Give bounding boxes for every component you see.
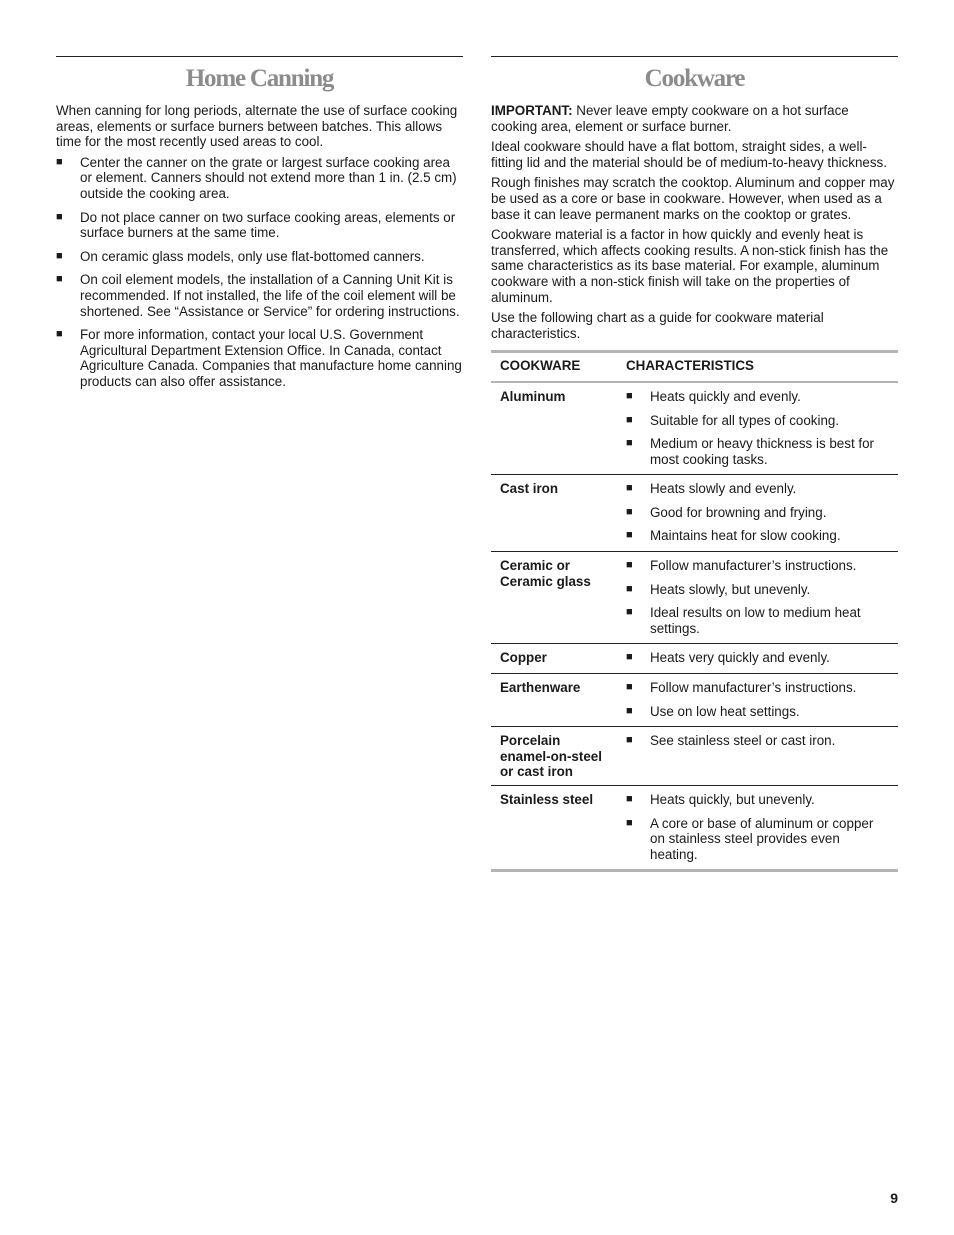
list-item: ■ See stainless steel or cast iron. <box>626 733 836 749</box>
page-number: 9 <box>890 1190 898 1206</box>
list-item: ■ For more information, contact your local U.S. Government Agricultural Department Extension Office. In Canada, contact Agriculture Canada. Companies that manufacture home canning products can also offer assistance. <box>56 327 462 389</box>
characteristics-cell <box>617 644 898 674</box>
square-bullet-icon: ■ <box>626 704 633 717</box>
list-item: ■ Heats quickly and evenly. <box>626 388 801 404</box>
characteristics-cell <box>617 674 898 727</box>
table-header-row <box>491 352 898 382</box>
table-row <box>491 382 898 475</box>
section-rule <box>56 56 463 57</box>
home-canning-section <box>56 56 463 398</box>
square-bullet-icon: ■ <box>626 651 633 664</box>
material-cell: Porcelain enamel-on-steel or cast iron <box>491 727 617 786</box>
material-cell: Copper <box>491 644 617 674</box>
list-item: ■ Ideal results on low to medium heat settings. <box>626 605 861 636</box>
section-title: Cookware <box>644 65 745 92</box>
characteristics-cell <box>617 552 898 644</box>
list-item: ■ Heats quickly, but unevenly. <box>626 792 815 807</box>
intro-paragraph: When canning for long periods, alternate the use of surface cooking areas, elements or surface burners between batches. This allows time for the most recently used areas to cool. <box>56 103 458 150</box>
section-rule <box>491 56 898 57</box>
cookware-table <box>491 350 898 872</box>
characteristics-cell <box>617 382 898 475</box>
square-bullet-icon: ■ <box>626 793 633 805</box>
square-bullet-icon: ■ <box>626 482 633 495</box>
square-bullet-icon: ■ <box>626 816 633 829</box>
paragraph: Ideal cookware should have a flat bottom, straight sides, a well-fitting lid and the material should be of medium-to-heavy thickness. <box>491 139 887 170</box>
list-item: ■ Heats very quickly and evenly. <box>626 650 830 666</box>
paragraph: Use the following chart as a guide for cookware material characteristics. <box>491 310 824 341</box>
square-bullet-icon: ■ <box>56 210 63 223</box>
list-item: ■ Heats slowly, but unevenly. <box>626 581 811 597</box>
table-row <box>491 786 898 871</box>
characteristics-cell <box>617 475 898 552</box>
square-bullet-icon: ■ <box>56 328 63 341</box>
list-item: ■ Use on low heat settings. <box>626 703 800 719</box>
square-bullet-icon: ■ <box>626 505 633 518</box>
square-bullet-icon: ■ <box>626 413 633 426</box>
column-header-characteristics: CHARACTERISTICS <box>617 352 898 382</box>
list-item: ■ Center the canner on the grate or largest surface cooking area or element. Canners should not extend more than 1 in. (2.5 cm) outside the cooking area. <box>56 154 457 201</box>
important-note: IMPORTANT: Never leave empty cookware on a hot surface cooking area, element or surface burner. <box>491 103 849 134</box>
square-bullet-icon: ■ <box>626 681 633 694</box>
square-bullet-icon: ■ <box>626 734 633 747</box>
square-bullet-icon: ■ <box>626 437 633 450</box>
square-bullet-icon: ■ <box>56 155 63 168</box>
list-item: ■ Follow manufacturer’s instructions. <box>626 680 857 696</box>
square-bullet-icon: ■ <box>626 389 633 402</box>
list-item: ■ Medium or heavy thickness is best for most cooking tasks. <box>626 436 875 467</box>
table-row <box>491 644 898 674</box>
paragraph: Cookware material is a factor in how quickly and evenly heat is transferred, which affects cooking results. A non-stick finish has the same characteristics as its base material. For example, aluminum cookware with a non-stick finish will take on the properties of aluminum. <box>491 227 889 305</box>
square-bullet-icon: ■ <box>626 606 633 619</box>
material-cell: Earthenware <box>491 674 617 727</box>
list-item: ■ Good for browning and frying. <box>626 504 827 520</box>
list-item: ■ On coil element models, the installation of a Canning Unit Kit is recommended. If not installed, the life of the coil element will be shortened. See “Assistance or Service” for ordering instructions. <box>56 272 460 319</box>
square-bullet-icon: ■ <box>626 559 633 572</box>
section-title: Home Canning <box>185 65 334 92</box>
canning-bullet-list <box>56 155 463 390</box>
list-item: ■ Do not place canner on two surface cooking areas, elements or surface burners at the same time. <box>56 209 456 241</box>
list-item: ■ Maintains heat for slow cooking. <box>626 528 841 544</box>
table-row <box>491 552 898 644</box>
list-item: ■ A core or base of aluminum or copper on stainless steel provides even heating. <box>626 815 874 862</box>
table-row <box>491 475 898 552</box>
list-item: ■ Heats slowly and evenly. <box>626 481 797 497</box>
material-cell: Aluminum <box>491 382 617 475</box>
characteristics-cell <box>617 786 898 871</box>
list-item: ■ On ceramic glass models, only use flat-bottomed canners. <box>56 248 425 264</box>
square-bullet-icon: ■ <box>626 582 633 595</box>
material-cell: Ceramic or Ceramic glass <box>491 552 617 644</box>
column-header-cookware: COOKWARE <box>491 352 617 382</box>
important-label: IMPORTANT: <box>491 103 573 118</box>
paragraph: Rough finishes may scratch the cooktop. Aluminum and copper may be used as a core or base in cookware. However, when used as a base it can leave permanent marks on the cooktop or grates. <box>491 175 895 222</box>
square-bullet-icon: ■ <box>56 249 63 262</box>
square-bullet-icon: ■ <box>56 273 63 286</box>
table-row <box>491 674 898 727</box>
material-cell: Cast iron <box>491 475 617 552</box>
material-cell: Stainless steel <box>491 786 617 871</box>
cookware-section <box>491 56 898 872</box>
list-item: ■ Suitable for all types of cooking. <box>626 412 840 428</box>
characteristics-cell <box>617 727 898 786</box>
square-bullet-icon: ■ <box>626 529 633 542</box>
list-item: ■ Follow manufacturer’s instructions. <box>626 558 857 574</box>
table-row <box>491 727 898 786</box>
